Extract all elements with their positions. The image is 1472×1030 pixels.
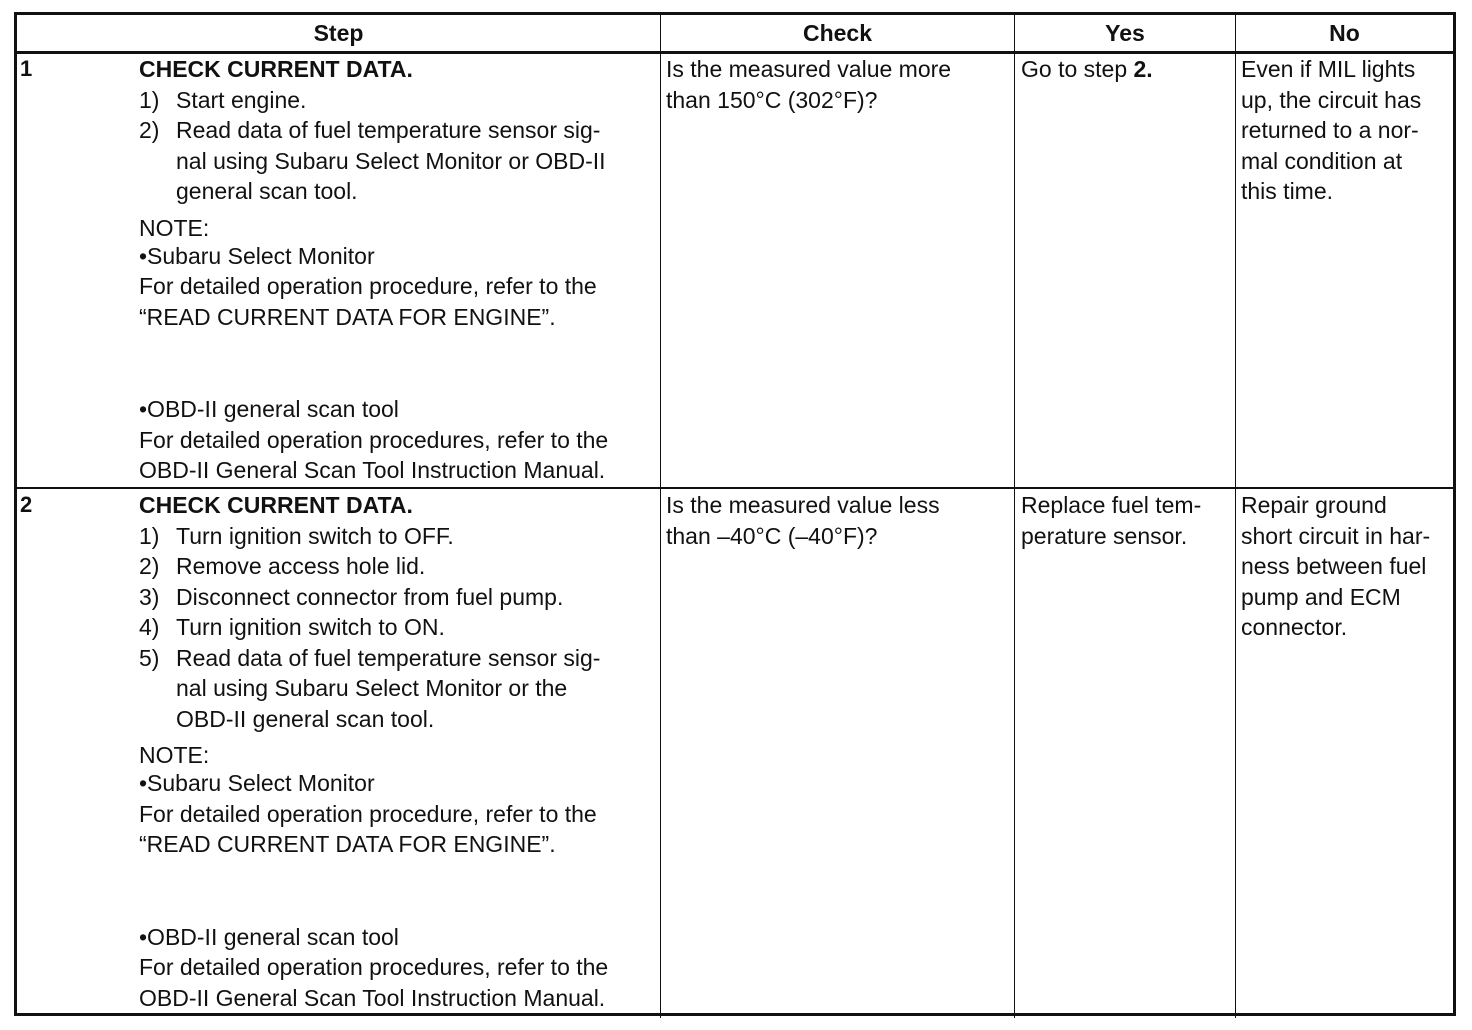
yes-text: Replace fuel tem- perature sensor.	[1021, 492, 1202, 549]
no-text: Repair ground short circuit in har- ness between fuel pump and ECM connector.	[1241, 492, 1431, 640]
yes-prefix: Go to step	[1021, 56, 1134, 82]
item-number: 4)	[139, 614, 160, 640]
note-title: •Subaru Select Monitor	[139, 770, 375, 796]
note-text: For detailed operation procedure, refer to the “READ CURRENT DATA FOR ENGINE”.	[139, 273, 597, 330]
list-item	[139, 582, 657, 613]
column-divider-check	[660, 12, 661, 1018]
note-title: •Subaru Select Monitor	[139, 242, 375, 269]
item-text: Disconnect connector from fuel pump.	[176, 583, 564, 610]
item-text: Remove access hole lid.	[176, 553, 426, 579]
note-title: •OBD-II general scan tool	[139, 923, 399, 950]
header-no: No	[1329, 20, 1360, 46]
step-description	[139, 54, 657, 486]
step-number: 1	[20, 56, 33, 81]
list-item	[139, 115, 657, 207]
note-label: NOTE:	[139, 742, 210, 768]
step-number: 2	[20, 492, 33, 517]
check-text: Is the measured value more than 150°C (302°F)?	[666, 56, 952, 113]
list-item	[139, 612, 657, 643]
column-divider-yes	[1014, 12, 1015, 1018]
note-title: •OBD-II general scan tool	[139, 396, 399, 422]
list-item	[139, 521, 657, 552]
item-number: 2)	[139, 117, 160, 143]
header-yes: Yes	[1105, 20, 1145, 46]
item-text: Turn ignition switch to OFF.	[176, 522, 454, 549]
note-text: For detailed operation procedure, refer to the “READ CURRENT DATA FOR ENGINE”.	[139, 800, 597, 857]
note-text: For detailed operation procedures, refer to the OBD-II General Scan Tool Instruction Manual.	[139, 426, 609, 483]
item-number: 2)	[139, 553, 160, 579]
column-divider-no	[1235, 12, 1236, 1018]
list-item	[139, 85, 657, 116]
item-number: 5)	[139, 644, 160, 671]
note-label: NOTE:	[139, 214, 210, 241]
item-text: Turn ignition switch to ON.	[176, 614, 445, 640]
item-number: 1)	[139, 86, 160, 113]
item-text: Read data of fuel temperature sensor sig- nal using Subaru Select Monitor or OBD-II general scan tool.	[176, 117, 606, 204]
item-number: 1)	[139, 522, 160, 549]
item-number: 3)	[139, 583, 160, 610]
step-title: CHECK CURRENT DATA.	[139, 492, 413, 518]
list-item	[139, 643, 657, 735]
header-check: Check	[802, 20, 873, 46]
item-text: Start engine.	[176, 86, 307, 113]
step-description	[139, 490, 657, 1013]
row-divider	[14, 487, 1456, 489]
yes-text	[1021, 54, 1231, 85]
list-item	[139, 551, 657, 582]
note-text: For detailed operation procedures, refer to the OBD-II General Scan Tool Instruction Manual.	[139, 954, 609, 1011]
yes-step-link: 2.	[1133, 56, 1153, 82]
header-step: Step	[313, 20, 364, 46]
no-text: Even if MIL lights up, the circuit has returned to a nor- mal condition at this time.	[1241, 56, 1422, 204]
step-title: CHECK CURRENT DATA.	[139, 56, 413, 82]
item-text: Read data of fuel temperature sensor sig- nal using Subaru Select Monitor or the OBD-II general scan tool.	[176, 644, 601, 732]
check-text: Is the measured value less than –40°C (–40°F)?	[666, 492, 940, 549]
